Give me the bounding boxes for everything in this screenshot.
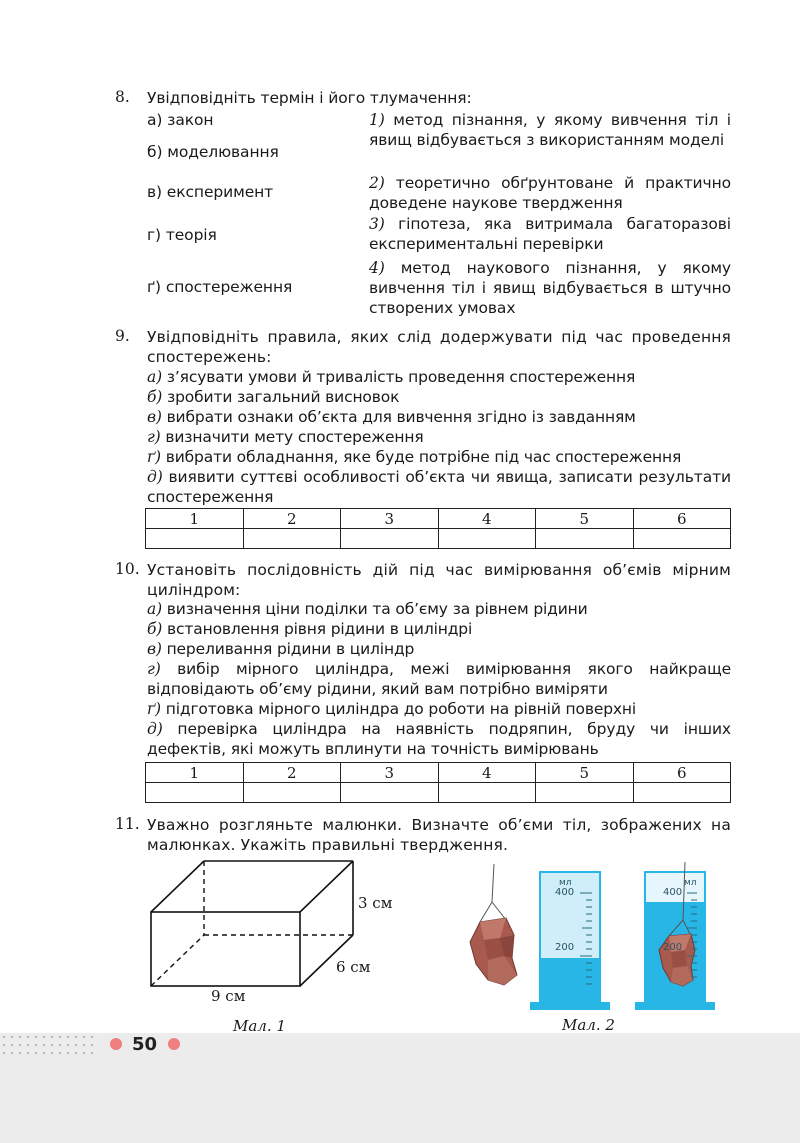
q8-def-1-marker: 1) (369, 111, 385, 129)
q11-number: 11. (115, 815, 140, 833)
q10-answer-cell[interactable] (341, 783, 439, 803)
q8-def-2 (369, 173, 731, 213)
page-number: 50 (132, 1034, 158, 1055)
q10-answer-table (145, 762, 731, 803)
q10-number: 10. (115, 560, 140, 578)
page-dot-left (110, 1038, 122, 1050)
q10-header-cell: 6 (633, 763, 731, 783)
q8-term-gg: ґ) спостереження (147, 278, 293, 296)
q8-term-g: г) теорія (147, 226, 217, 244)
q10-answer-cell[interactable] (633, 783, 731, 803)
q8-def-2-marker: 2) (369, 174, 385, 192)
q11-title: Уважно розгляньте малюнки. Визначте об’єми тіл, зображених на малюнках. Укажіть правильні твердження. (147, 816, 731, 854)
q9-item-a: а) з’ясувати умови й тривалість проведення спостереження (147, 368, 636, 386)
q8-term-b: б) моделювання (147, 143, 279, 161)
q10-answer-cell[interactable] (243, 783, 341, 803)
q9-header-cell: 5 (536, 509, 634, 529)
q8-def-4-text: метод наукового пізнання, у якому вивчення тіл і явищ відбувається в штучно створених умовах (369, 259, 732, 317)
q8-def-4-marker: 4) (369, 259, 385, 277)
figure1-caption: Мал. 1 (233, 1017, 286, 1035)
box-figure (140, 855, 410, 1010)
q8-number: 8. (115, 88, 130, 106)
q9-answer-cell[interactable] (146, 529, 244, 549)
box-height-label: 3 см (358, 894, 393, 912)
q8-def-3-text: гіпотеза, яка витримала багаторазові експериментальні перевірки (369, 215, 731, 253)
q8-title: Увідповідніть термін і його тлумачення: (147, 89, 472, 107)
q10-item-v: в) переливання рідини в циліндр (147, 640, 415, 658)
q9-header-cell: 2 (243, 509, 341, 529)
q10-title: Установіть послідовність дій під час вимірювання об’ємів мірним циліндром: (147, 561, 731, 599)
q8-def-3-marker: 3) (369, 215, 385, 233)
q9-item-gg: ґ) вибрати обладнання, яке буде потрібне під час спостереження (147, 448, 682, 466)
q9-answer-table (145, 508, 731, 549)
q9-item-g: г) визначити мету спостереження (147, 428, 424, 446)
q8-def-2-text: теоретично обґрунтоване й практично доведене наукове твердження (369, 174, 731, 212)
q10-header-cell: 3 (341, 763, 439, 783)
q9-item-v: в) вибрати ознаки об’єкта для вивчення згідно із завданням (147, 408, 636, 426)
q8-def-1 (369, 110, 731, 150)
q9-answer-cell[interactable] (633, 529, 731, 549)
q9-answer-cell[interactable] (341, 529, 439, 549)
q9-answer-cell[interactable] (243, 529, 341, 549)
q9-item-d: д) виявити суттєві особливості об’єкта чи явища, записати результати спостереження (147, 468, 732, 506)
cyl2-mark-200: 200 (663, 942, 683, 953)
q10-item-d: д) перевірка циліндра на наявність подряпин, бруду чи інших дефектів, які можуть вплинути на точність вимірювань (147, 720, 732, 758)
q8-def-4 (369, 258, 731, 318)
q8-term-v: в) експеримент (147, 183, 274, 201)
rock-on-thread (462, 860, 532, 1010)
box-width-label: 9 см (211, 987, 246, 1005)
cyl2-mark-400: 400 (663, 887, 683, 898)
q10-answer-cell[interactable] (536, 783, 634, 803)
figure2-caption: Мал. 2 (562, 1016, 615, 1034)
q9-answer-cell[interactable] (536, 529, 634, 549)
q9-answer-cell[interactable] (438, 529, 536, 549)
q10-header-cell: 2 (243, 763, 341, 783)
q10-answer-cell[interactable] (146, 783, 244, 803)
q10-item-b: б) встановлення рівня рідини в циліндрі (147, 620, 473, 638)
q9-header-cell: 3 (341, 509, 439, 529)
q9-header-cell: 4 (438, 509, 536, 529)
q10-header-cell: 4 (438, 763, 536, 783)
cyl1-unit: мл (559, 878, 572, 888)
q9-title: Увідповідніть правила, яких слід додержувати під час проведення спостережень: (147, 328, 731, 366)
measuring-cylinder-with-rock (635, 862, 715, 1010)
cyl2-unit: мл (684, 878, 697, 888)
q10-item-a: а) визначення ціни поділки та об’єму за рівнем рідини (147, 600, 588, 618)
q9-header-cell: 1 (146, 509, 244, 529)
q10-item-g: г) вибір мірного циліндра, межі вимірювання якого найкраще відповідають об’єму рідини, який вам потрібно виміряти (147, 660, 732, 698)
q10-header-cell: 1 (146, 763, 244, 783)
cyl1-mark-200: 200 (555, 942, 575, 953)
q8-def-3 (369, 214, 731, 254)
dot-pattern-decoration (0, 1033, 100, 1059)
q10-answer-cell[interactable] (438, 783, 536, 803)
q8-term-a: а) закон (147, 111, 214, 129)
cyl1-mark-400: 400 (555, 887, 575, 898)
q9-header-cell: 6 (633, 509, 731, 529)
footer-band (0, 1033, 800, 1143)
page-dot-right (168, 1038, 180, 1050)
q10-header-cell: 5 (536, 763, 634, 783)
box-depth-label: 6 см (336, 958, 371, 976)
q10-item-gg: ґ) підготовка мірного циліндра до роботи на рівній поверхні (147, 700, 637, 718)
q9-item-b: б) зробити загальний висновок (147, 388, 400, 406)
q8-def-1-text: метод пізнання, у якому вивчення тіл і явищ відбувається з використанням моделі (369, 111, 731, 149)
q9-number: 9. (115, 327, 130, 345)
